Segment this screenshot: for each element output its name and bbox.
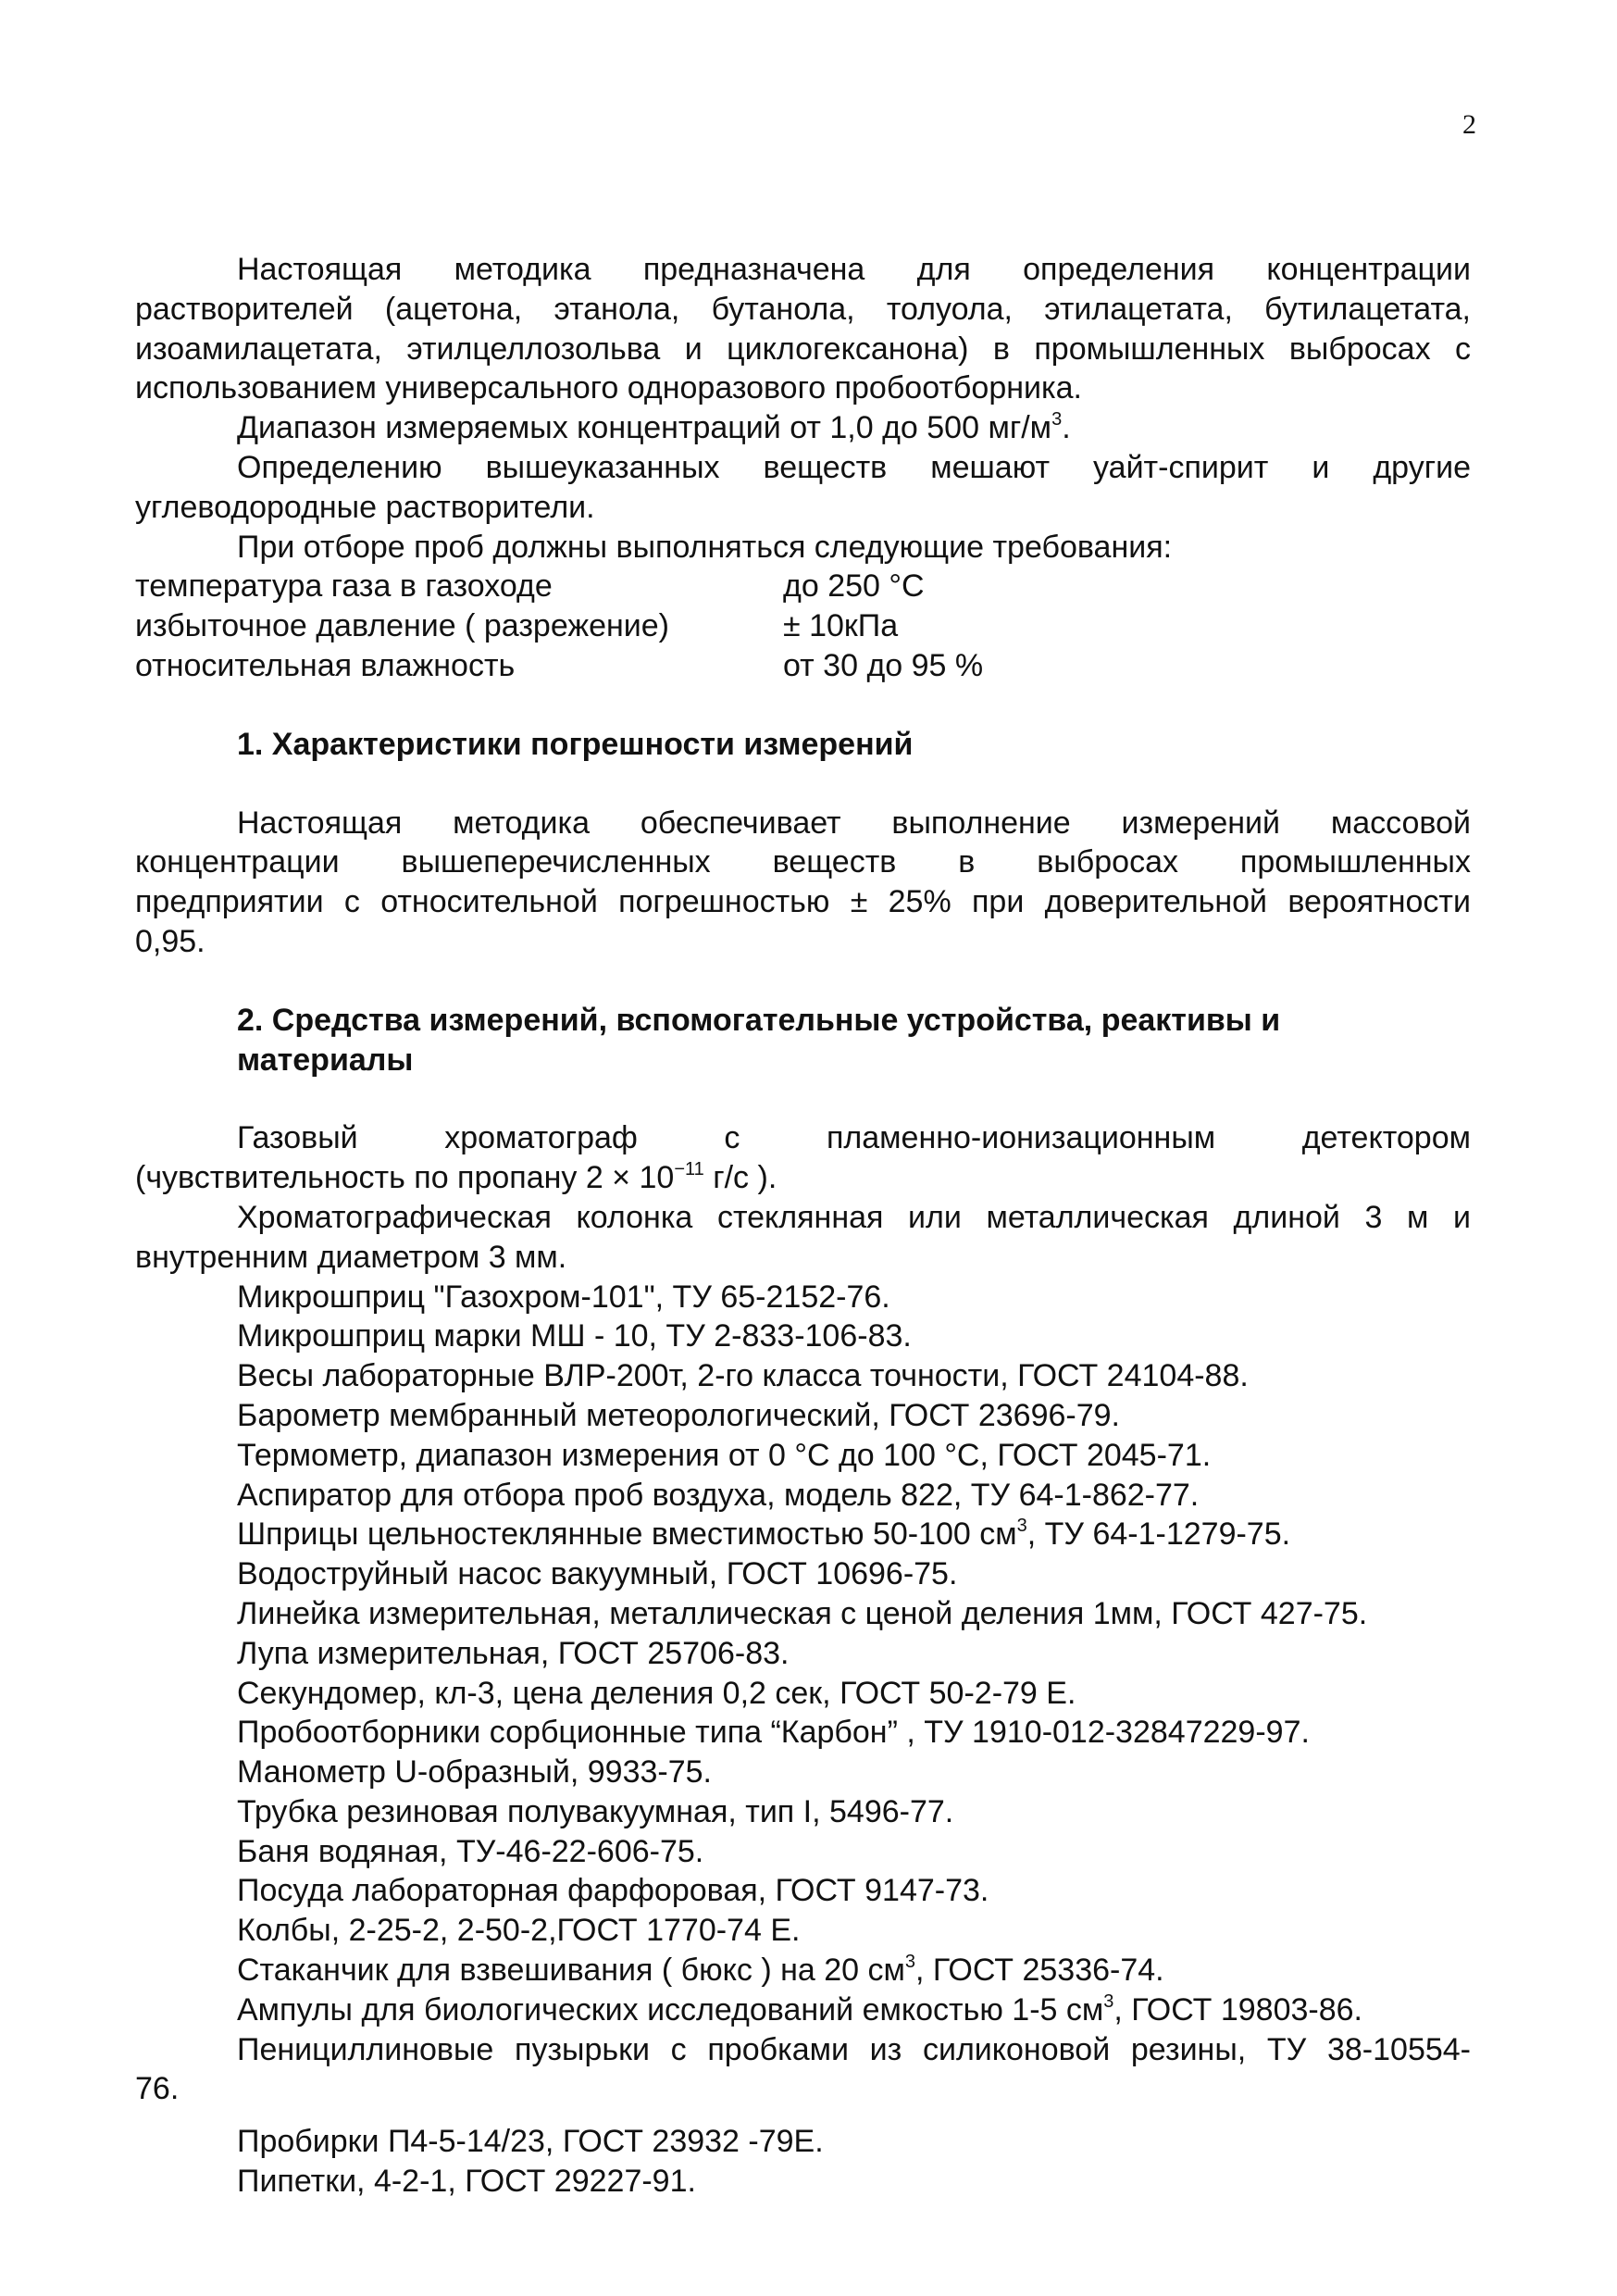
list-item: Трубка резиновая полувакуумная, тип I, 5496-77.	[237, 1793, 954, 1829]
text-line: Газовый хроматограф с пламенно-ионизационным детектором	[237, 1120, 1471, 1156]
text-line: 0,95.	[135, 923, 205, 959]
requirement-value: от 30 до 95 %	[783, 647, 984, 683]
section-2-heading: 2. Средства измерений, вспомогательные устройства, реактивы и материалы	[237, 1002, 1281, 1078]
requirements-list	[135, 567, 1471, 685]
text-line: (чувствительность по пропану $2 \times 10^{-11}$ г/с ).	[135, 1159, 777, 1196]
gas-chromatograph-paragraph	[135, 1118, 1471, 1198]
text-line: изоамилацетата, этилцеллозольва и циклогексанона) в промышленных выбросах с	[135, 331, 1471, 367]
list-item: Лупа измерительная, ГОСТ 25706-83.	[237, 1635, 790, 1671]
requirement-label: температура газа в газоходе	[135, 568, 553, 605]
text-line: использованием универсального одноразового пробоотборника.	[135, 370, 1082, 406]
list-item: Посуда лабораторная фарфоровая, ГОСТ 9147-73.	[237, 1873, 989, 1909]
text-line: Настоящая методика предназначена для определения концентрации	[237, 252, 1471, 287]
document-body	[135, 250, 1471, 2202]
list-item: Колбы, 2-25-2, 2-50-2,ГОСТ 1770-74 Е.	[237, 1913, 801, 1949]
list-item: Пробоотборники сорбционные типа “Карбон” , ТУ 1910-012-32847229-97.	[237, 1715, 1310, 1751]
list-item: Барометр мембранный метеорологический, ГОСТ 23696-79.	[237, 1397, 1120, 1433]
list-item: Аспиратор для отбора проб воздуха, модель 822, ТУ 64-1-862-77.	[237, 1477, 1200, 1513]
page-number: 2	[1462, 109, 1476, 140]
list-item: Микрошприц марки МШ - 10, ТУ 2-833-106-83.	[237, 1318, 912, 1354]
list-item: Весы лабораторные ВЛР-200т, 2-го класса точности, ГОСТ 24104-88.	[237, 1358, 1249, 1394]
text-line: Настоящая методика обеспечивает выполнение измерений массовой	[237, 805, 1471, 841]
requirement-value: до 250 °С	[783, 568, 925, 605]
intro-paragraph	[135, 250, 1471, 408]
list-item: Баня водяная, ТУ-46-22-606-75.	[237, 1833, 704, 1869]
text-line: растворителей (ацетона, этанола, бутанола, толуола, этилацетата, бутилацетата,	[135, 291, 1471, 327]
text-line: Определению вышеуказанных веществ мешают уайт-спирит и другие	[237, 449, 1471, 485]
requirement-row	[135, 606, 1471, 646]
text-line: внутренним диаметром 3 мм.	[135, 1239, 567, 1275]
column-paragraph	[135, 1198, 1471, 1278]
list-item: Манометр U-образный, 9933-75.	[237, 1754, 712, 1791]
list-item: Шприцы цельностеклянные вместимостью 50-100 $см^3$, ТУ 64-1-1279-75.	[237, 1516, 1291, 1553]
requirement-row	[135, 646, 1471, 686]
text-line: углеводородные растворители.	[135, 489, 595, 525]
section-1-paragraph	[135, 804, 1471, 962]
list-item: Пробирки П4-5-14/23, ГОСТ 23932 -79Е.	[237, 2124, 824, 2160]
list-item: Термометр, диапазон измерения от 0 °С до 100 °С, ГОСТ 2045-71.	[237, 1437, 1212, 1473]
list-item: Микрошприц "Газохром-101", ТУ 65-2152-76.	[237, 1279, 890, 1315]
requirement-label: избыточное давление ( разрежение)	[135, 608, 670, 644]
list-item: Пенициллиновые пузырьки с пробками из силиконовой резины, ТУ 38-10554-	[237, 2031, 1471, 2067]
requirement-row	[135, 567, 1471, 606]
list-item: Секундомер, кл-3, цена деления 0,2 сек, ГОСТ 50-2-79 Е.	[237, 1675, 1076, 1711]
list-item: Линейка измерительная, металлическая с ценой деления 1мм, ГОСТ 427-75.	[237, 1595, 1368, 1631]
text-line: предприятии с относительной погрешностью ± 25% при доверительной вероятности	[135, 884, 1471, 920]
list-item: Ампулы для биологических исследований емкостью 1-5 $см^3$, ГОСТ 19803-86.	[237, 1990, 1362, 2028]
list-item: Пипетки, 4-2-1, ГОСТ 29227-91.	[237, 2164, 696, 2200]
list-item: Водоструйный насос вакуумный, ГОСТ 10696-75.	[237, 1556, 958, 1592]
section-1-heading: 1. Характеристики погрешности измерений	[237, 726, 914, 762]
requirements-intro: При отборе проб должны выполняться следующие требования:	[237, 529, 1173, 565]
requirement-value: ± 10кПа	[783, 608, 899, 644]
interference-paragraph	[135, 448, 1471, 528]
list-item: Стаканчик для взвешивания ( бюкс ) на 20 $см^3$, ГОСТ 25336-74.	[237, 1952, 1164, 1989]
concentration-range: Диапазон измеряемых концентраций от 1,0 до 500 $мг/м^3$.	[237, 409, 1071, 446]
list-item-continuation: 76.	[135, 2071, 180, 2107]
text-line: Хроматографическая колонка стеклянная или металлическая длиной 3 м и	[237, 1199, 1471, 1235]
requirement-label: относительная влажность	[135, 647, 516, 683]
text-line: концентрации вышеперечисленных веществ в выбросах промышленных	[135, 844, 1471, 880]
equipment-list	[135, 1278, 1471, 2202]
